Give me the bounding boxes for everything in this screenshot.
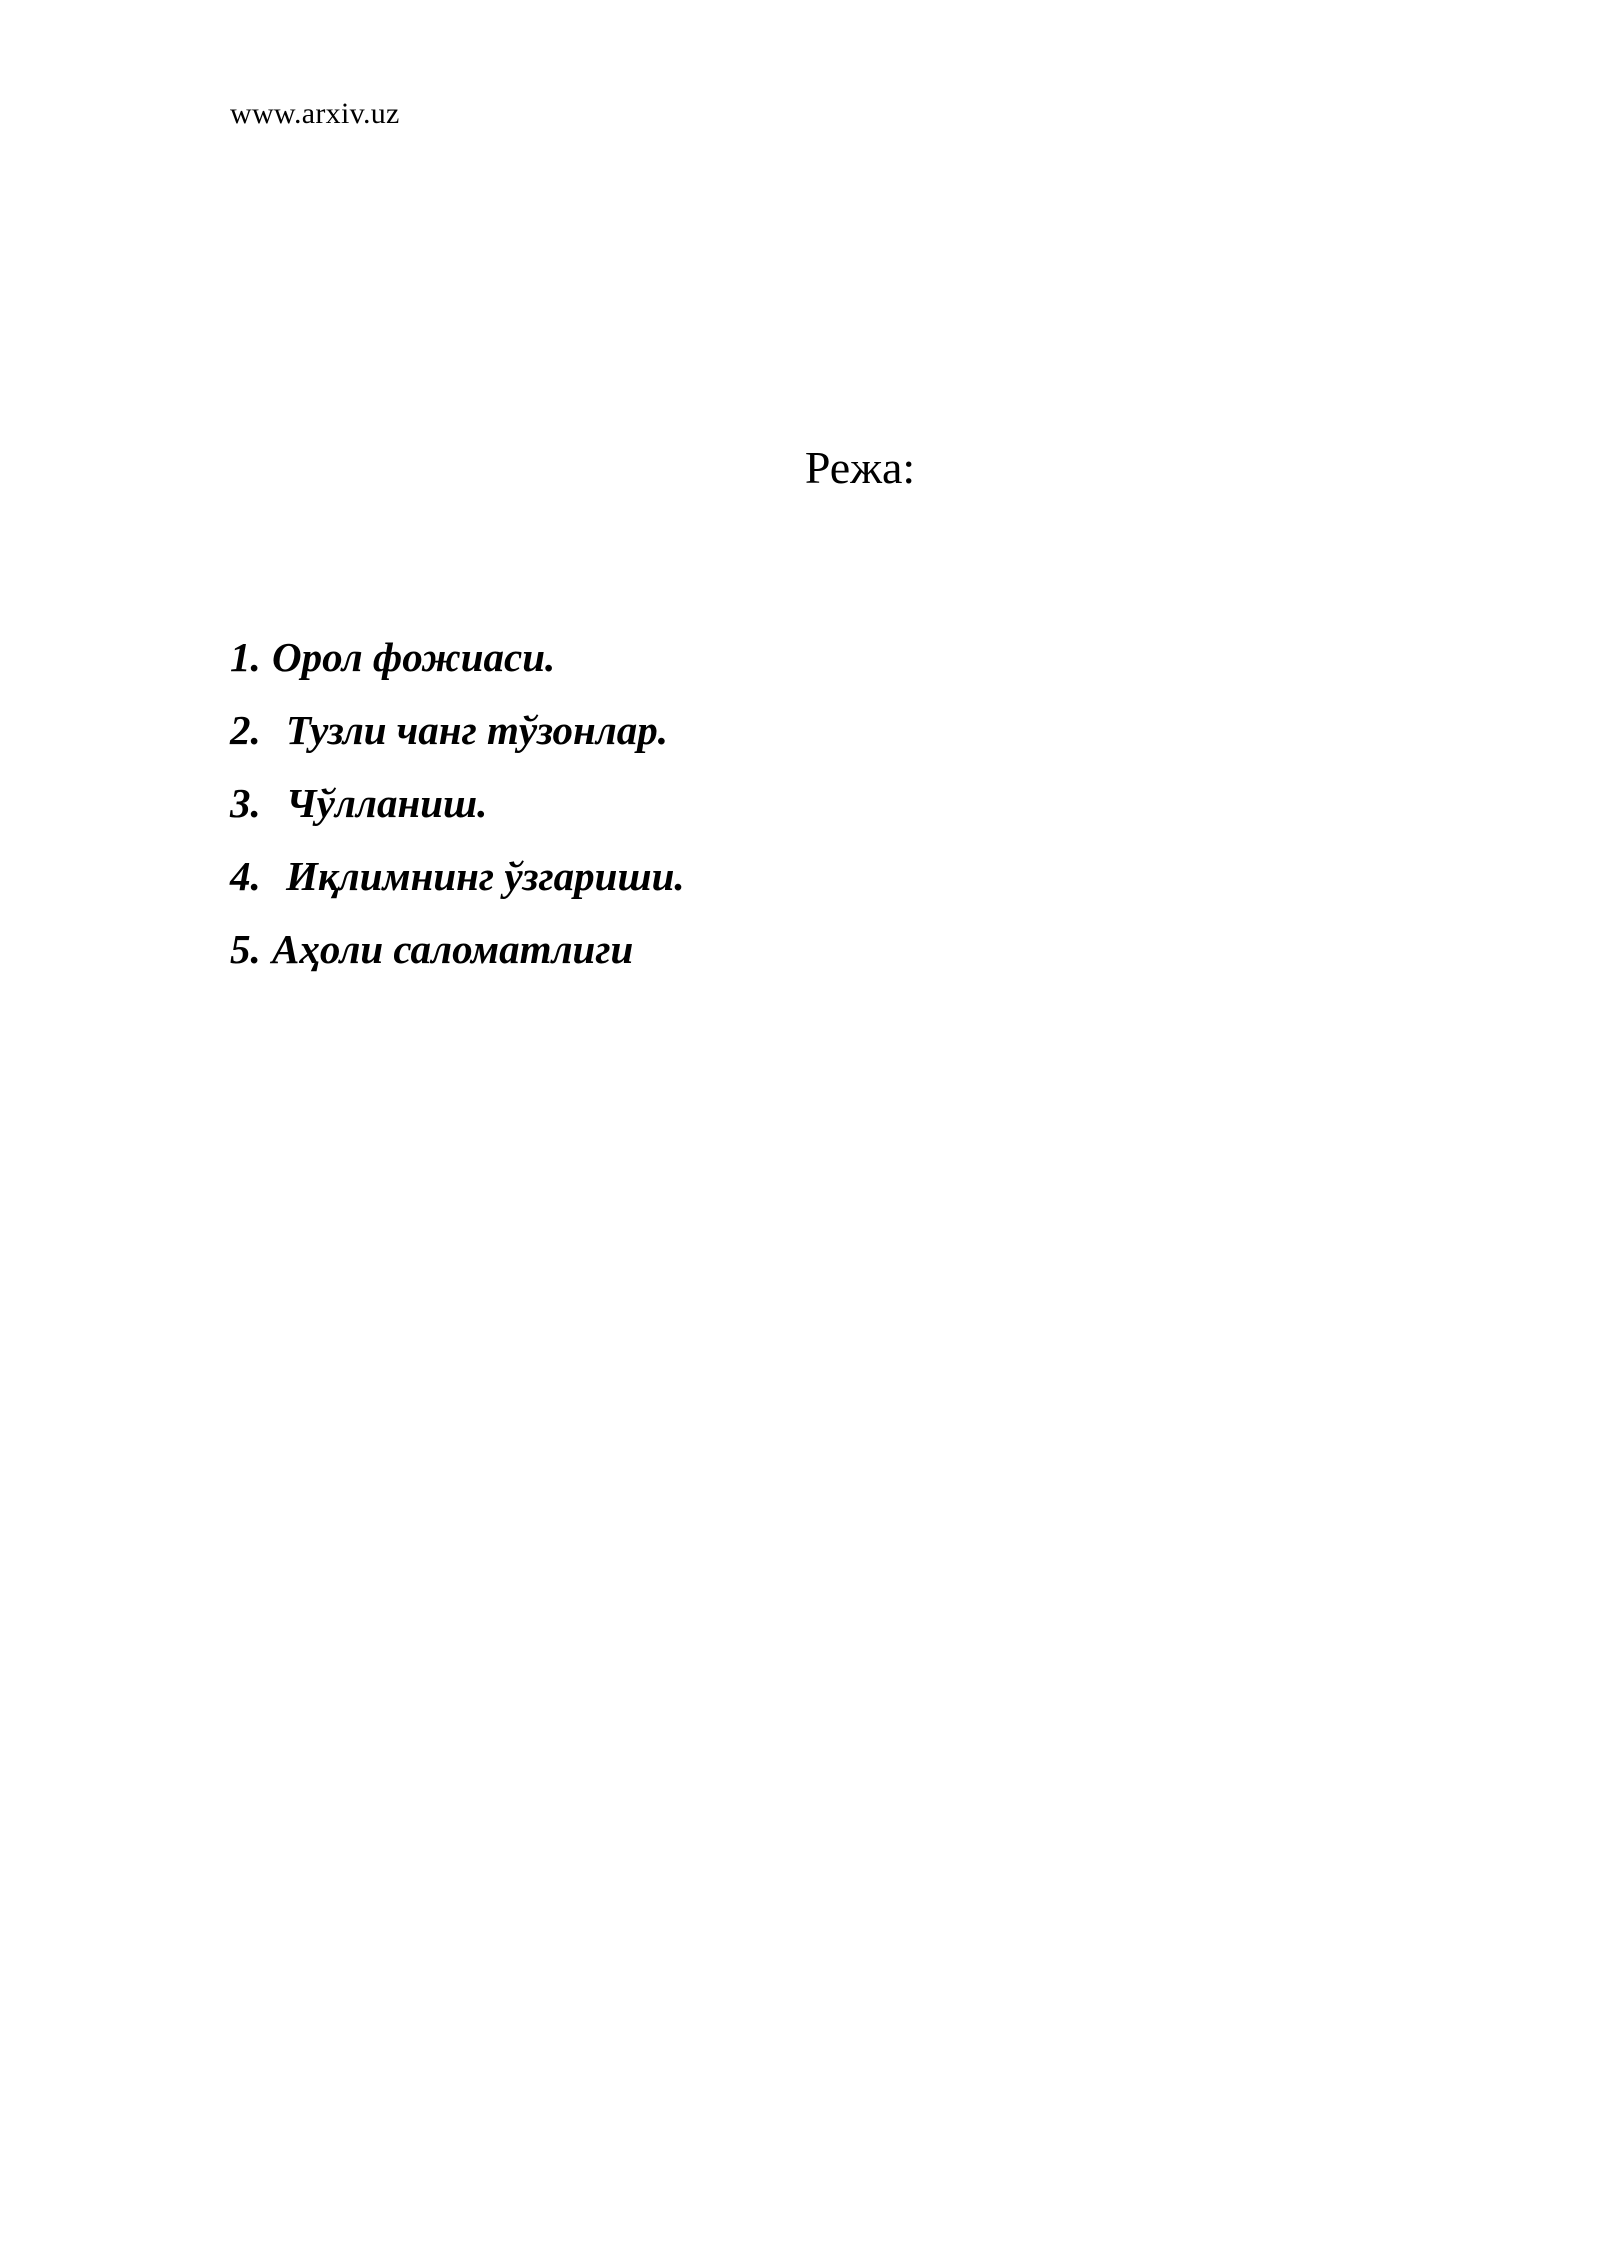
plan-item-text: Чўлланиш.: [286, 780, 488, 826]
plan-item-number: 1.: [230, 634, 261, 680]
plan-item-1: [230, 632, 685, 682]
plan-item-text: Тузли чанг тўзонлар.: [286, 707, 669, 753]
plan-list: [230, 632, 685, 997]
plan-title: Режа:: [804, 442, 916, 493]
plan-item-2: [230, 705, 685, 755]
plan-item-number: 5.: [230, 926, 261, 972]
plan-item-5: [230, 924, 685, 974]
plan-item-text: Иқлимнинг ўзгариши.: [286, 853, 685, 899]
plan-item-number: 2.: [230, 707, 261, 753]
plan-item-4: [230, 851, 685, 901]
plan-item-text: Орол фожиаси.: [272, 634, 556, 680]
plan-item-text: Аҳоли саломатлиги: [272, 926, 634, 972]
site-url: www.arxiv.uz: [230, 97, 400, 130]
plan-item-number: 3.: [230, 780, 261, 826]
plan-item-number: 4.: [230, 853, 261, 899]
plan-item-3: [230, 778, 685, 828]
